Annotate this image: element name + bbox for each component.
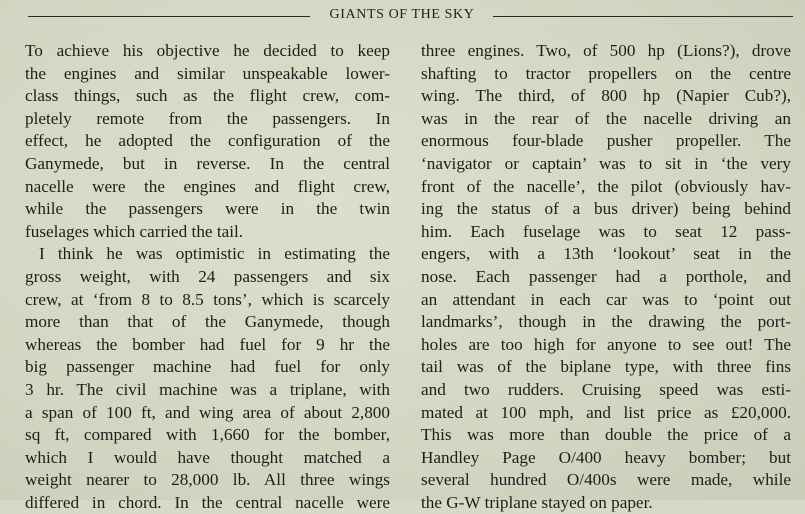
text-line: tail was of the biplane type, with three fins: [421, 357, 791, 377]
text-line: Handley Page O/400 heavy bomber; but: [421, 447, 791, 467]
text-line: which I would have thought matched a: [25, 447, 390, 467]
text-line: mated at 100 mph, and list price as £20,000.: [421, 402, 791, 422]
text-line: wing. The third, of 800 hp (Napier Cub?),: [421, 86, 791, 106]
text-line: while the passengers were in the twin: [25, 199, 390, 219]
text-line: nacelle were the engines and flight crew,: [25, 176, 390, 196]
text-line: 3 hr. The civil machine was a triplane, with: [25, 379, 390, 399]
right-text-column: [421, 40, 791, 514]
text-line: effect, he adopted the configuration of the: [25, 131, 390, 151]
text-line: and two rudders. Cruising speed was esti-: [421, 379, 791, 399]
text-line: sq ft, compared with 1,660 for the bomber,: [25, 425, 390, 445]
running-head-rule-left: [28, 16, 310, 17]
text-line: crew, at ‘from 8 to 8.5 tons’, which is scarcely: [25, 289, 390, 309]
text-line: big passenger machine had fuel for only: [25, 357, 390, 377]
text-line: engers, with a 13th ‘lookout’ seat in the: [421, 244, 791, 264]
running-head-title: GIANTS OF THE SKY: [329, 7, 475, 22]
text-line: whereas the bomber had fuel for 9 hr the: [25, 334, 390, 354]
text-line: differed in chord. In the central nacelle were: [25, 492, 390, 512]
text-line: an attendant in each car was to ‘point out: [421, 289, 791, 309]
text-line: the G-W triplane stayed on paper.: [421, 492, 653, 512]
text-line: gross weight, with 24 passengers and six: [25, 266, 390, 286]
text-line: enormous four-blade pusher propeller. The: [421, 131, 791, 151]
running-head-rule-right: [493, 16, 793, 17]
text-line: more than that of the Ganymede, though: [25, 312, 390, 332]
text-line: holes are too high for anyone to see out! The: [421, 334, 791, 354]
text-line: class things, such as the flight crew, com-: [25, 86, 390, 106]
text-line: several hundred O/400s were made, while: [421, 470, 791, 490]
text-line: was in the rear of the nacelle driving an: [421, 108, 791, 128]
text-line: landmarks’, though in the drawing the port-: [421, 312, 791, 332]
text-line: Ganymede, but in reverse. In the central: [25, 153, 390, 173]
text-line: ‘navigator or captain’ was to sit in ‘the very: [421, 153, 791, 173]
text-line: I think he was optimistic in estimating the: [39, 244, 390, 264]
text-line: nose. Each passenger had a porthole, and: [421, 266, 791, 286]
text-line: pletely remote from the passengers. In: [25, 108, 390, 128]
text-line: a span of 100 ft, and wing area of about 2,800: [25, 402, 390, 422]
text-line: weight nearer to 28,000 lb. All three wings: [25, 470, 390, 490]
text-line: ing the status of a bus driver) being behind: [421, 199, 791, 219]
text-line: shafting to tractor propellers on the centre: [421, 63, 791, 83]
text-line: the engines and similar unspeakable lower-: [25, 63, 390, 83]
text-line: This was more than double the price of a: [421, 425, 791, 445]
left-text-column: [25, 40, 390, 514]
text-line: three engines. Two, of 500 hp (Lions?), drove: [421, 41, 791, 60]
running-head: [0, 6, 805, 26]
text-line: front of the nacelle’, the pilot (obviously hav-: [421, 176, 791, 196]
text-line: fuselages which carried the tail.: [25, 221, 244, 241]
text-line: him. Each fuselage was to seat 12 pass-: [421, 221, 791, 241]
text-line: To achieve his objective he decided to keep: [25, 41, 390, 60]
